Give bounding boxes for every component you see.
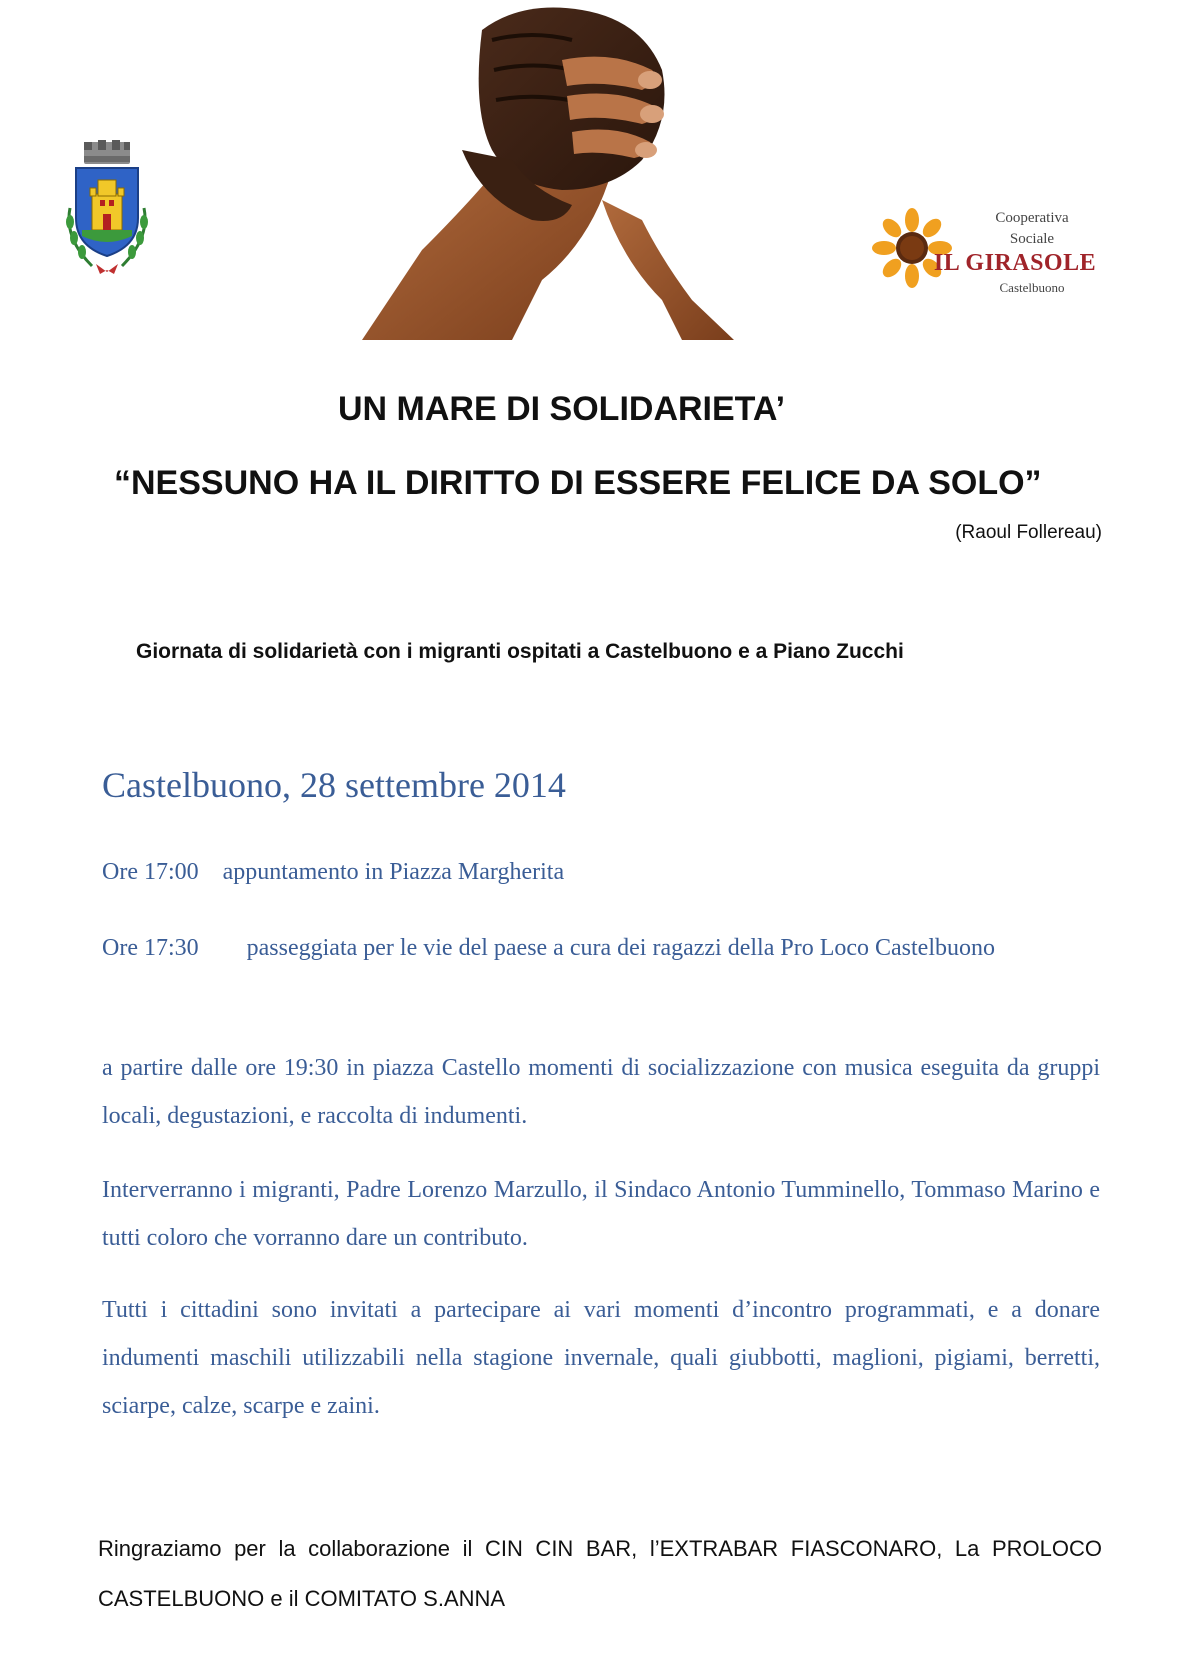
event-paragraph: a partire dalle ore 19:30 in piazza Castello momenti di socializzazione con musica eseguita da gruppi locali, degustazioni, e raccolta di indumenti. xyxy=(102,1055,1100,1129)
event-paragraph: Interverranno i migranti, Padre Lorenzo Marzullo, il Sindaco Antonio Tumminello, Tommaso Marino e tutti coloro che vorranno dare un contributo. xyxy=(102,1177,1100,1251)
logo-line-sociale: Sociale xyxy=(1009,231,1055,247)
cooperative-logo xyxy=(872,200,1098,300)
schedule-item xyxy=(102,924,1100,972)
quote-title: “NESSUNO HA IL DIRITTO DI ESSERE FELICE DA SOLO” xyxy=(114,464,1042,502)
event-subtitle: Giornata di solidarietà con i migranti ospitati a Castelbuono e a Piano Zucchi xyxy=(136,640,904,663)
acknowledgements: Ringraziamo per la collaborazione il CIN CIN BAR, l’EXTRABAR FIASCONARO, La PROLOCO CASTELBUONO e il COMITATO S.ANNA xyxy=(98,1536,1102,1611)
main-title: UN MARE DI SOLIDARIETA’ xyxy=(338,390,786,428)
clasped-hands-image xyxy=(362,0,734,340)
schedule-text: appuntamento in Piazza Margherita xyxy=(222,859,565,885)
event-paragraph: Tutti i cittadini sono invitati a partecipare ai vari momenti d’incontro programmati, e a donare indumenti maschili utilizzabili nella stagione invernale, quali giubbotti, maglioni, pigiami, berretti, sciarpe, calze, scarpe e zaini. xyxy=(102,1297,1100,1419)
schedule-text: passeggiata per le vie del paese a cura dei ragazzi della Pro Loco Castelbuono xyxy=(246,935,996,961)
logo-line-cooperativa: Cooperativa xyxy=(995,210,1069,226)
schedule-time: Ore 17:00 xyxy=(102,859,199,885)
quote-attribution: (Raoul Follereau) xyxy=(955,522,1102,543)
event-date-heading: Castelbuono, 28 settembre 2014 xyxy=(102,765,566,805)
logo-line-girasole: IL GIRASOLE xyxy=(933,250,1097,276)
logo-line-castelbuono: Castelbuono xyxy=(999,280,1065,295)
schedule-time: Ore 17:30 xyxy=(102,935,199,961)
municipal-crest xyxy=(62,138,152,278)
schedule-item xyxy=(102,848,1100,896)
